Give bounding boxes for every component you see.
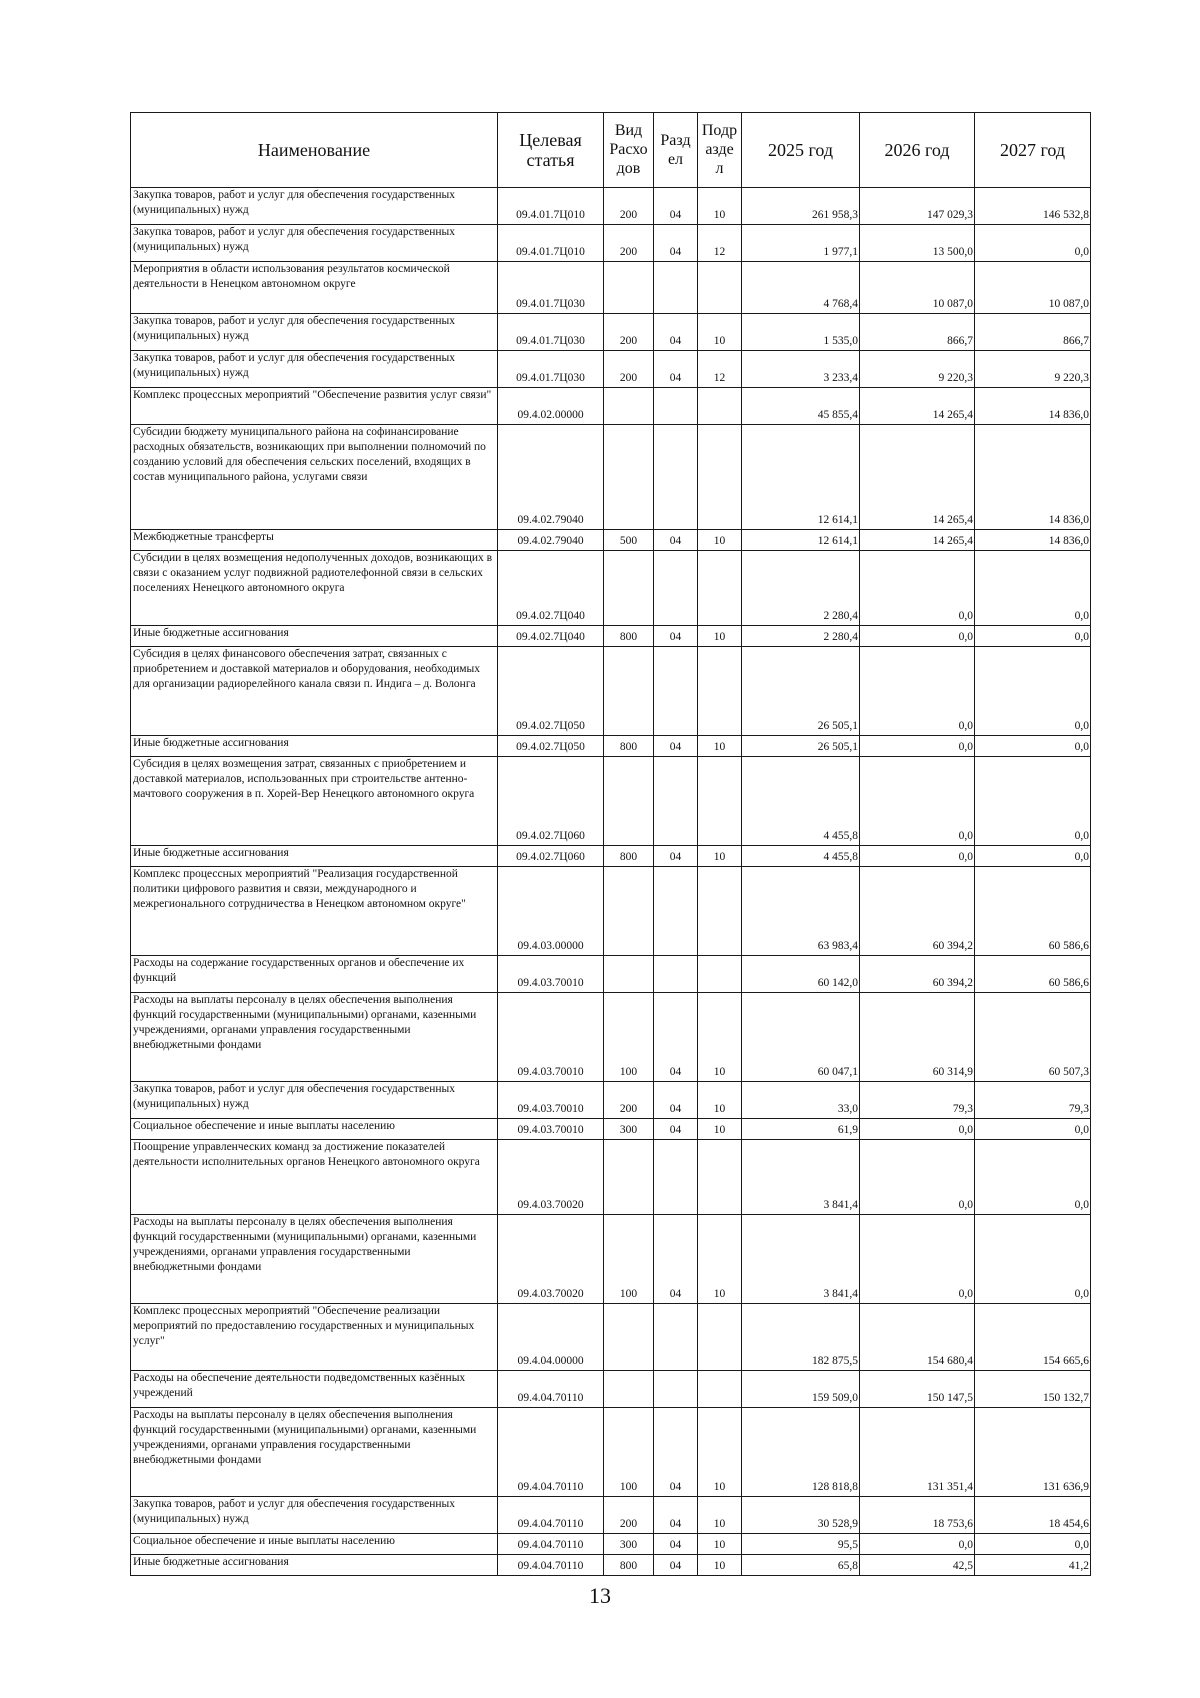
row-expense-type-cell [604, 1371, 654, 1408]
row-subsection-cell: 10 [698, 846, 742, 867]
row-amount-2026-cell: 131 351,4 [860, 1408, 975, 1497]
row-expense-type-cell [604, 1140, 654, 1215]
row-target-article-cell: 09.4.04.70110 [498, 1534, 604, 1555]
row-amount-2025-cell: 4 768,4 [742, 262, 860, 314]
row-target-article-cell: 09.4.02.7Ц040 [498, 626, 604, 647]
row-section-cell: 04 [654, 1119, 698, 1140]
row-name-cell: Комплекс процессных мероприятий "Реализация государственной политики цифрового развития и связи, международного и межрегионального сотрудничества в Ненецком автономном округе" [131, 867, 498, 956]
row-amount-2025-cell: 63 983,4 [742, 867, 860, 956]
row-amount-2027-cell: 0,0 [975, 626, 1091, 647]
row-name-cell: Закупка товаров, работ и услуг для обеспечения государственных (муниципальных) нужд [131, 351, 498, 388]
row-target-article-cell: 09.4.02.79040 [498, 530, 604, 551]
row-amount-2026-cell: 0,0 [860, 736, 975, 757]
row-expense-type-cell: 200 [604, 225, 654, 262]
row-expense-type-cell [604, 425, 654, 530]
row-section-cell: 04 [654, 1215, 698, 1304]
row-amount-2026-cell: 0,0 [860, 1140, 975, 1215]
row-amount-2027-cell: 18 454,6 [975, 1497, 1091, 1534]
row-target-article-cell: 09.4.02.7Ц050 [498, 647, 604, 736]
row-expense-type-cell: 500 [604, 530, 654, 551]
row-expense-type-cell: 100 [604, 1408, 654, 1497]
table-row [131, 551, 1091, 626]
row-amount-2027-cell: 79,3 [975, 1082, 1091, 1119]
header-target-article: Целевая статья [498, 113, 604, 188]
row-name-cell: Поощрение управленческих команд за достижение показателей деятельности исполнительных органов Ненецкого автономного округа [131, 1140, 498, 1215]
row-amount-2025-cell: 128 818,8 [742, 1408, 860, 1497]
row-target-article-cell: 09.4.04.70110 [498, 1555, 604, 1576]
row-expense-type-cell: 200 [604, 188, 654, 225]
row-expense-type-cell [604, 1304, 654, 1371]
row-expense-type-cell: 200 [604, 1497, 654, 1534]
row-amount-2025-cell: 2 280,4 [742, 551, 860, 626]
table-row [131, 846, 1091, 867]
table-row [131, 351, 1091, 388]
table-row [131, 314, 1091, 351]
row-section-cell [654, 1371, 698, 1408]
row-expense-type-cell [604, 867, 654, 956]
row-amount-2027-cell: 0,0 [975, 225, 1091, 262]
table-row [131, 1408, 1091, 1497]
row-amount-2026-cell: 60 394,2 [860, 956, 975, 993]
row-amount-2026-cell: 9 220,3 [860, 351, 975, 388]
table-row [131, 1497, 1091, 1534]
row-amount-2025-cell: 2 280,4 [742, 626, 860, 647]
row-name-cell: Закупка товаров, работ и услуг для обеспечения государственных (муниципальных) нужд [131, 314, 498, 351]
row-section-cell [654, 388, 698, 425]
row-target-article-cell: 09.4.04.00000 [498, 1304, 604, 1371]
row-section-cell [654, 956, 698, 993]
row-subsection-cell [698, 867, 742, 956]
row-expense-type-cell [604, 956, 654, 993]
row-expense-type-cell [604, 647, 654, 736]
row-target-article-cell: 09.4.04.70110 [498, 1408, 604, 1497]
row-amount-2025-cell: 60 047,1 [742, 993, 860, 1082]
row-name-cell: Закупка товаров, работ и услуг для обеспечения государственных (муниципальных) нужд [131, 188, 498, 225]
row-amount-2025-cell: 3 841,4 [742, 1215, 860, 1304]
row-amount-2026-cell: 42,5 [860, 1555, 975, 1576]
row-amount-2027-cell: 0,0 [975, 1534, 1091, 1555]
row-target-article-cell: 09.4.03.70010 [498, 993, 604, 1082]
row-subsection-cell [698, 1140, 742, 1215]
row-section-cell: 04 [654, 736, 698, 757]
row-target-article-cell: 09.4.03.70010 [498, 1119, 604, 1140]
row-expense-type-cell: 100 [604, 1215, 654, 1304]
table-header-row [131, 113, 1091, 188]
row-section-cell [654, 425, 698, 530]
row-amount-2025-cell: 182 875,5 [742, 1304, 860, 1371]
row-amount-2027-cell: 146 532,8 [975, 188, 1091, 225]
row-amount-2025-cell: 1 535,0 [742, 314, 860, 351]
table-body [131, 188, 1091, 1576]
row-target-article-cell: 09.4.03.70020 [498, 1215, 604, 1304]
row-subsection-cell: 10 [698, 530, 742, 551]
row-subsection-cell [698, 262, 742, 314]
row-amount-2026-cell: 14 265,4 [860, 388, 975, 425]
row-amount-2025-cell: 60 142,0 [742, 956, 860, 993]
row-amount-2027-cell: 60 586,6 [975, 956, 1091, 993]
row-amount-2027-cell: 0,0 [975, 736, 1091, 757]
row-expense-type-cell: 800 [604, 846, 654, 867]
row-name-cell: Социальное обеспечение и иные выплаты населению [131, 1534, 498, 1555]
row-target-article-cell: 09.4.03.70010 [498, 1082, 604, 1119]
row-amount-2025-cell: 65,8 [742, 1555, 860, 1576]
row-amount-2027-cell: 131 636,9 [975, 1408, 1091, 1497]
row-section-cell: 04 [654, 993, 698, 1082]
row-expense-type-cell [604, 262, 654, 314]
row-target-article-cell: 09.4.04.70110 [498, 1371, 604, 1408]
row-name-cell: Комплекс процессных мероприятий "Обеспечение реализации мероприятий по предоставлению государственных и муниципальных услуг" [131, 1304, 498, 1371]
header-year-2025: 2025 год [742, 113, 860, 188]
table-row [131, 956, 1091, 993]
table-row [131, 225, 1091, 262]
row-expense-type-cell [604, 388, 654, 425]
row-section-cell: 04 [654, 626, 698, 647]
table-row [131, 262, 1091, 314]
row-amount-2026-cell: 154 680,4 [860, 1304, 975, 1371]
row-target-article-cell: 09.4.01.7Ц010 [498, 225, 604, 262]
row-subsection-cell [698, 1304, 742, 1371]
table-row [131, 530, 1091, 551]
row-subsection-cell: 10 [698, 1215, 742, 1304]
row-name-cell: Расходы на выплаты персоналу в целях обеспечения выполнения функций государственными (муниципальными) органами, казенными учреждениями, органами управления государственными внебюджетными фондами [131, 1215, 498, 1304]
row-subsection-cell: 10 [698, 314, 742, 351]
row-section-cell [654, 867, 698, 956]
row-section-cell: 04 [654, 1555, 698, 1576]
page-number: 13 [589, 1583, 611, 1608]
row-target-article-cell: 09.4.03.70010 [498, 956, 604, 993]
row-amount-2026-cell: 0,0 [860, 757, 975, 846]
row-expense-type-cell: 200 [604, 351, 654, 388]
row-expense-type-cell: 200 [604, 1082, 654, 1119]
row-amount-2025-cell: 26 505,1 [742, 647, 860, 736]
row-name-cell: Расходы на обеспечение деятельности подведомственных казённых учреждений [131, 1371, 498, 1408]
row-name-cell: Иные бюджетные ассигнования [131, 846, 498, 867]
row-amount-2025-cell: 26 505,1 [742, 736, 860, 757]
row-target-article-cell: 09.4.03.00000 [498, 867, 604, 956]
row-section-cell: 04 [654, 225, 698, 262]
header-year-2026: 2026 год [860, 113, 975, 188]
row-amount-2026-cell: 60 314,9 [860, 993, 975, 1082]
table-row [131, 867, 1091, 956]
row-name-cell: Закупка товаров, работ и услуг для обеспечения государственных (муниципальных) нужд [131, 1082, 498, 1119]
row-amount-2025-cell: 1 977,1 [742, 225, 860, 262]
table-row [131, 1140, 1091, 1215]
row-subsection-cell: 10 [698, 1119, 742, 1140]
row-target-article-cell: 09.4.01.7Ц030 [498, 262, 604, 314]
row-name-cell: Иные бюджетные ассигнования [131, 736, 498, 757]
row-section-cell: 04 [654, 1082, 698, 1119]
row-name-cell: Мероприятия в области использования результатов космической деятельности в Ненецком автономном округе [131, 262, 498, 314]
row-section-cell [654, 262, 698, 314]
row-amount-2027-cell: 866,7 [975, 314, 1091, 351]
row-section-cell: 04 [654, 1497, 698, 1534]
row-amount-2025-cell: 95,5 [742, 1534, 860, 1555]
row-amount-2025-cell: 61,9 [742, 1119, 860, 1140]
row-section-cell: 04 [654, 188, 698, 225]
row-amount-2026-cell: 0,0 [860, 1534, 975, 1555]
row-amount-2027-cell: 14 836,0 [975, 388, 1091, 425]
row-section-cell: 04 [654, 1408, 698, 1497]
row-amount-2025-cell: 12 614,1 [742, 425, 860, 530]
row-amount-2027-cell: 0,0 [975, 1140, 1091, 1215]
row-section-cell [654, 757, 698, 846]
row-target-article-cell: 09.4.02.7Ц050 [498, 736, 604, 757]
row-name-cell: Социальное обеспечение и иные выплаты населению [131, 1119, 498, 1140]
row-subsection-cell [698, 425, 742, 530]
row-name-cell: Комплекс процессных мероприятий "Обеспечение развития услуг связи" [131, 388, 498, 425]
row-amount-2026-cell: 14 265,4 [860, 530, 975, 551]
row-name-cell: Субсидия в целях возмещения затрат, связанных с приобретением и доставкой материалов, использованных при строительстве антенно-мачтового сооружения в п. Хорей-Вер Ненецкого автономного округа [131, 757, 498, 846]
row-amount-2026-cell: 0,0 [860, 1119, 975, 1140]
table-row [131, 1555, 1091, 1576]
row-amount-2025-cell: 45 855,4 [742, 388, 860, 425]
row-name-cell: Закупка товаров, работ и услуг для обеспечения государственных (муниципальных) нужд [131, 1497, 498, 1534]
row-subsection-cell: 12 [698, 351, 742, 388]
row-section-cell [654, 1140, 698, 1215]
header-year-2027: 2027 год [975, 113, 1091, 188]
row-amount-2026-cell: 79,3 [860, 1082, 975, 1119]
row-amount-2027-cell: 60 507,3 [975, 993, 1091, 1082]
row-name-cell: Расходы на содержание государственных органов и обеспечение их функций [131, 956, 498, 993]
row-target-article-cell: 09.4.02.7Ц040 [498, 551, 604, 626]
row-section-cell [654, 551, 698, 626]
row-amount-2026-cell: 14 265,4 [860, 425, 975, 530]
table-row [131, 188, 1091, 225]
row-expense-type-cell: 800 [604, 626, 654, 647]
row-name-cell: Субсидии бюджету муниципального района на софинансирование расходных обязательств, возникающих при выполнении полномочий по созданию условий для обеспечения сельских поселений, входящих в состав муниципального района, услугами связи [131, 425, 498, 530]
row-section-cell: 04 [654, 351, 698, 388]
table-row [131, 736, 1091, 757]
row-amount-2027-cell: 154 665,6 [975, 1304, 1091, 1371]
row-subsection-cell: 10 [698, 1408, 742, 1497]
header-name: Наименование [131, 113, 498, 188]
row-expense-type-cell: 300 [604, 1534, 654, 1555]
row-subsection-cell [698, 956, 742, 993]
row-expense-type-cell: 200 [604, 314, 654, 351]
row-amount-2025-cell: 33,0 [742, 1082, 860, 1119]
header-section: Разд ел [654, 113, 698, 188]
row-amount-2026-cell: 0,0 [860, 647, 975, 736]
row-name-cell: Иные бюджетные ассигнования [131, 626, 498, 647]
row-name-cell: Расходы на выплаты персоналу в целях обеспечения выполнения функций государственными (муниципальными) органами, казенными учреждениями, органами управления государственными внебюджетными фондами [131, 1408, 498, 1497]
table-row [131, 1082, 1091, 1119]
row-amount-2026-cell: 866,7 [860, 314, 975, 351]
row-target-article-cell: 09.4.03.70020 [498, 1140, 604, 1215]
row-subsection-cell: 10 [698, 1497, 742, 1534]
row-expense-type-cell [604, 551, 654, 626]
row-amount-2027-cell: 14 836,0 [975, 530, 1091, 551]
row-expense-type-cell [604, 757, 654, 846]
row-amount-2025-cell: 4 455,8 [742, 846, 860, 867]
row-amount-2025-cell: 3 841,4 [742, 1140, 860, 1215]
row-expense-type-cell: 800 [604, 1555, 654, 1576]
row-target-article-cell: 09.4.02.79040 [498, 425, 604, 530]
row-subsection-cell [698, 388, 742, 425]
row-amount-2026-cell: 0,0 [860, 1215, 975, 1304]
table-row [131, 757, 1091, 846]
row-amount-2025-cell: 261 958,3 [742, 188, 860, 225]
row-amount-2027-cell: 0,0 [975, 551, 1091, 626]
row-amount-2026-cell: 18 753,6 [860, 1497, 975, 1534]
row-target-article-cell: 09.4.01.7Ц010 [498, 188, 604, 225]
row-amount-2026-cell: 0,0 [860, 626, 975, 647]
row-amount-2025-cell: 30 528,9 [742, 1497, 860, 1534]
row-section-cell: 04 [654, 530, 698, 551]
row-target-article-cell: 09.4.01.7Ц030 [498, 351, 604, 388]
row-section-cell: 04 [654, 314, 698, 351]
row-amount-2026-cell: 60 394,2 [860, 867, 975, 956]
row-amount-2027-cell: 14 836,0 [975, 425, 1091, 530]
table-row [131, 1534, 1091, 1555]
row-amount-2025-cell: 3 233,4 [742, 351, 860, 388]
row-subsection-cell [698, 551, 742, 626]
table-row [131, 647, 1091, 736]
row-name-cell: Межбюджетные трансферты [131, 530, 498, 551]
row-subsection-cell: 12 [698, 225, 742, 262]
row-amount-2025-cell: 4 455,8 [742, 757, 860, 846]
row-name-cell: Закупка товаров, работ и услуг для обеспечения государственных (муниципальных) нужд [131, 225, 498, 262]
row-subsection-cell: 10 [698, 1534, 742, 1555]
row-name-cell: Субсидии в целях возмещения недополученных доходов, возникающих в связи с оказанием услуг подвижной радиотелефонной связи в сельских поселениях Ненецкого автономного округа [131, 551, 498, 626]
row-subsection-cell: 10 [698, 188, 742, 225]
row-subsection-cell [698, 647, 742, 736]
row-amount-2027-cell: 0,0 [975, 1119, 1091, 1140]
row-amount-2025-cell: 159 509,0 [742, 1371, 860, 1408]
table-row [131, 388, 1091, 425]
row-expense-type-cell: 300 [604, 1119, 654, 1140]
table-row [131, 993, 1091, 1082]
row-amount-2027-cell: 0,0 [975, 647, 1091, 736]
row-target-article-cell: 09.4.04.70110 [498, 1497, 604, 1534]
row-amount-2026-cell: 0,0 [860, 846, 975, 867]
row-name-cell: Расходы на выплаты персоналу в целях обеспечения выполнения функций государственными (муниципальными) органами, казенными учреждениями, органами управления государственными внебюджетными фондами [131, 993, 498, 1082]
row-target-article-cell: 09.4.02.7Ц060 [498, 846, 604, 867]
row-amount-2026-cell: 147 029,3 [860, 188, 975, 225]
row-subsection-cell: 10 [698, 626, 742, 647]
row-amount-2027-cell: 0,0 [975, 757, 1091, 846]
row-subsection-cell [698, 1371, 742, 1408]
budget-table [130, 112, 1091, 1576]
row-amount-2027-cell: 10 087,0 [975, 262, 1091, 314]
table-row [131, 1119, 1091, 1140]
table-row [131, 425, 1091, 530]
table-row [131, 626, 1091, 647]
table-row [131, 1304, 1091, 1371]
row-subsection-cell: 10 [698, 1555, 742, 1576]
row-section-cell: 04 [654, 1534, 698, 1555]
row-section-cell: 04 [654, 846, 698, 867]
row-expense-type-cell: 100 [604, 993, 654, 1082]
row-target-article-cell: 09.4.01.7Ц030 [498, 314, 604, 351]
row-amount-2026-cell: 10 087,0 [860, 262, 975, 314]
row-amount-2027-cell: 0,0 [975, 846, 1091, 867]
header-subsection: Подр азде л [698, 113, 742, 188]
row-target-article-cell: 09.4.02.7Ц060 [498, 757, 604, 846]
row-subsection-cell: 10 [698, 736, 742, 757]
row-subsection-cell: 10 [698, 1082, 742, 1119]
row-expense-type-cell: 800 [604, 736, 654, 757]
table-row [131, 1371, 1091, 1408]
row-amount-2027-cell: 41,2 [975, 1555, 1091, 1576]
row-amount-2027-cell: 60 586,6 [975, 867, 1091, 956]
row-amount-2025-cell: 12 614,1 [742, 530, 860, 551]
row-amount-2026-cell: 0,0 [860, 551, 975, 626]
row-amount-2027-cell: 9 220,3 [975, 351, 1091, 388]
row-amount-2027-cell: 150 132,7 [975, 1371, 1091, 1408]
row-subsection-cell [698, 757, 742, 846]
row-amount-2026-cell: 150 147,5 [860, 1371, 975, 1408]
row-amount-2026-cell: 13 500,0 [860, 225, 975, 262]
row-section-cell [654, 1304, 698, 1371]
row-name-cell: Субсидия в целях финансового обеспечения затрат, связанных с приобретением и доставкой материалов и оборудования, необходимых для организации радиорелейного канала связи п. Индига – д. Волонга [131, 647, 498, 736]
row-subsection-cell: 10 [698, 993, 742, 1082]
row-amount-2027-cell: 0,0 [975, 1215, 1091, 1304]
header-expense-type: Вид Расхо дов [604, 113, 654, 188]
row-target-article-cell: 09.4.02.00000 [498, 388, 604, 425]
row-section-cell [654, 647, 698, 736]
table-row [131, 1215, 1091, 1304]
row-name-cell: Иные бюджетные ассигнования [131, 1555, 498, 1576]
